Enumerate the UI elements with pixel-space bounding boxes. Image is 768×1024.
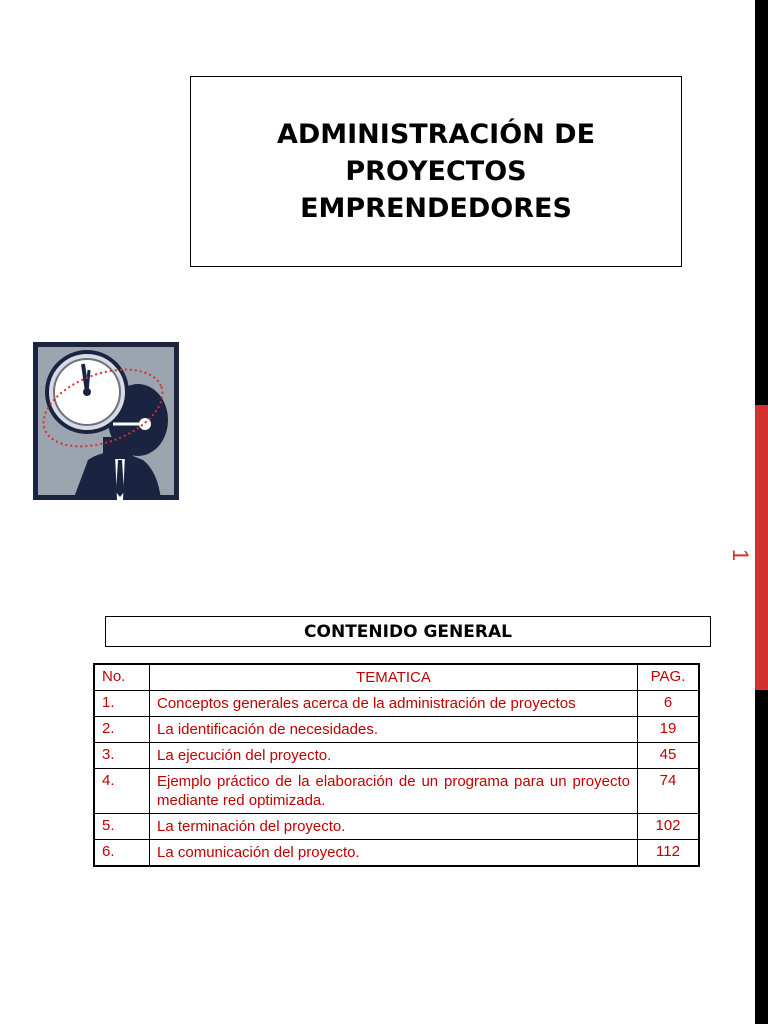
header-tematica: TEMATICA xyxy=(150,664,638,691)
table-row xyxy=(94,743,699,769)
row-pag: 74 xyxy=(638,769,700,814)
contenido-general-heading: CONTENIDO GENERAL xyxy=(105,616,711,647)
row-pag: 6 xyxy=(638,691,700,717)
row-no: 6. xyxy=(94,840,150,867)
row-no: 3. xyxy=(94,743,150,769)
row-tematica: Conceptos generales acerca de la administración de proyectos xyxy=(150,691,638,717)
table-row xyxy=(94,717,699,743)
row-pag: 45 xyxy=(638,743,700,769)
slide-number: 1 xyxy=(728,548,753,562)
table-row xyxy=(94,769,699,814)
title-line-2: PROYECTOS xyxy=(345,156,527,187)
row-pag: 102 xyxy=(638,814,700,840)
row-no: 4. xyxy=(94,769,150,814)
row-no: 2. xyxy=(94,717,150,743)
header-no: No. xyxy=(94,664,150,691)
businessman-with-clock-icon xyxy=(33,342,179,500)
row-tematica: La ejecución del proyecto. xyxy=(150,743,638,769)
row-no: 1. xyxy=(94,691,150,717)
row-pag: 112 xyxy=(638,840,700,867)
row-tematica: La terminación del proyecto. xyxy=(150,814,638,840)
row-tematica: Ejemplo práctico de la elaboración de un programa para un proyecto mediante red optimizada. xyxy=(150,769,638,814)
table-row xyxy=(94,814,699,840)
title-box xyxy=(190,76,682,267)
title-line-1: ADMINISTRACIÓN DE xyxy=(276,119,596,150)
table-row xyxy=(94,691,699,717)
row-tematica: La comunicación del proyecto. xyxy=(150,840,638,867)
contents-table xyxy=(93,663,700,867)
title-line-3: EMPRENDEDORES xyxy=(300,193,572,224)
row-pag: 19 xyxy=(638,717,700,743)
table-header-row xyxy=(94,664,699,691)
table-row xyxy=(94,840,699,867)
row-tematica: La identificación de necesidades. xyxy=(150,717,638,743)
row-no: 5. xyxy=(94,814,150,840)
header-pag: PAG. xyxy=(638,664,700,691)
right-edge-accent xyxy=(755,405,768,690)
